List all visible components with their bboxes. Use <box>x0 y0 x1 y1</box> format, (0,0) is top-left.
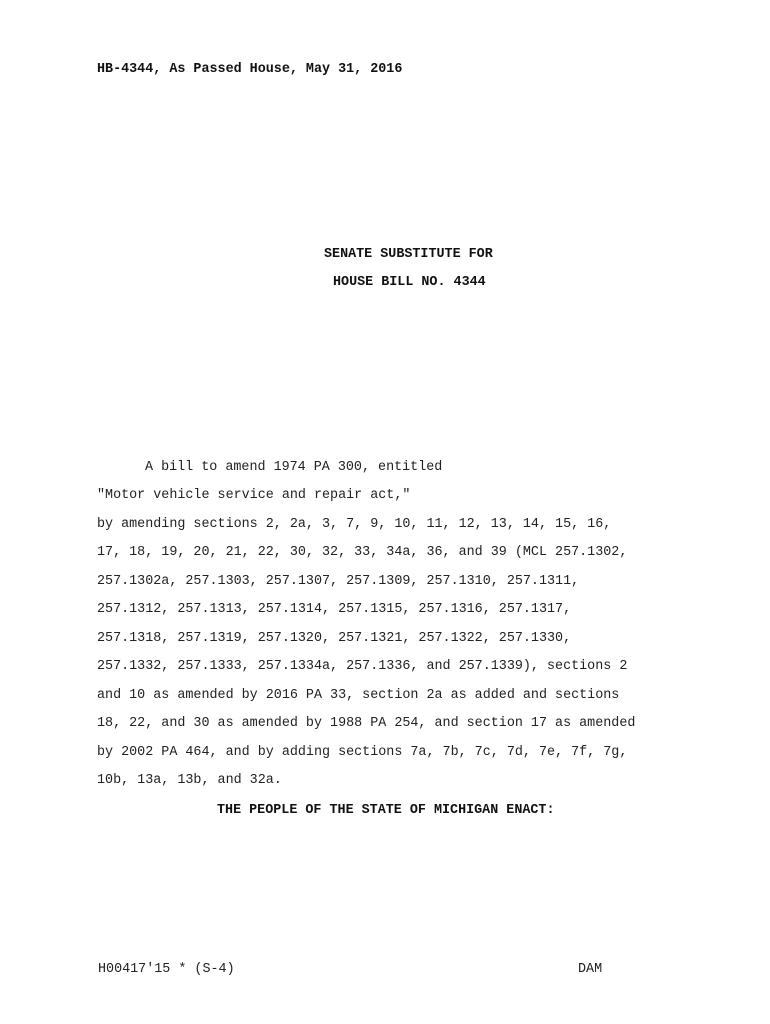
document-code: H00417'15 * (S-4) <box>98 962 235 977</box>
bill-text-line: 257.1302a, 257.1303, 257.1307, 257.1309, 257.1310, 257.1311, <box>97 574 580 589</box>
bill-text-line: 10b, 13a, 13b, and 32a. <box>97 773 282 788</box>
bill-text-line: by amending sections 2, 2a, 3, 7, 9, 10, 11, 12, 13, 14, 15, 16, <box>97 517 612 532</box>
drafter-initials: DAM <box>578 962 603 977</box>
bill-status-header: HB-4344, As Passed House, May 31, 2016 <box>97 62 403 77</box>
bill-number-title: HOUSE BILL NO. 4344 <box>333 275 486 290</box>
bill-text-line: A bill to amend 1974 PA 300, entitled <box>145 460 443 475</box>
bill-text-line: by 2002 PA 464, and by adding sections 7a, 7b, 7c, 7d, 7e, 7f, 7g, <box>97 745 628 760</box>
bill-text-line: "Motor vehicle service and repair act," <box>97 488 411 503</box>
bill-text-line: 257.1318, 257.1319, 257.1320, 257.1321, 257.1322, 257.1330, <box>97 631 572 646</box>
enacting-clause: THE PEOPLE OF THE STATE OF MICHIGAN ENACT: <box>217 803 555 818</box>
bill-text-line: and 10 as amended by 2016 PA 33, section 2a as added and sections <box>97 688 620 703</box>
bill-text-line: 257.1332, 257.1333, 257.1334a, 257.1336, and 257.1339), sections 2 <box>97 659 628 674</box>
substitute-title: SENATE SUBSTITUTE FOR <box>324 247 493 262</box>
bill-text-line: 257.1312, 257.1313, 257.1314, 257.1315, 257.1316, 257.1317, <box>97 602 572 617</box>
bill-text-line: 17, 18, 19, 20, 21, 22, 30, 32, 33, 34a, 36, and 39 (MCL 257.1302, <box>97 545 628 560</box>
bill-text-line: 18, 22, and 30 as amended by 1988 PA 254, and section 17 as amended <box>97 716 636 731</box>
